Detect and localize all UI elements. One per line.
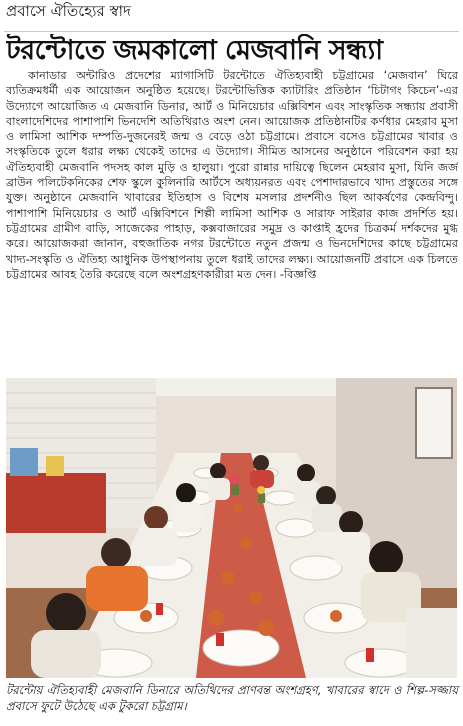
event-photo [6,378,457,678]
article-body-paragraph: কানাডার অন্টারিও প্রদেশের ম্যাগাসিটি টরন্টোতে ঐতিহ্যবাহী চট্টগ্রামের ‘মেজবান’ ঘিরে ব্যতিক্রমধর্মী এক আয়োজন অনুষ্ঠিত হয়েছে। টরন্টোভিত্তিক ক্যাটারিং প্রতিষ্ঠান ‘চিটাগং কিচেন’-এর উদ্যোগে আয়োজিত এ মেজবানি ডিনার, আর্ট ও মিনিয়েচার এক্সিবিশন এবং সাংস্কৃতিক সন্ধ্যায় প্রবাসী বাংলাদেশিদের পাশাপাশি ভিনদেশি অতিথিরাও অংশ নেন। আয়োজক প্রতিষ্ঠানটির কর্ণধার মেহরাব মুসা ও লামিসা আশিক দম্পতি-দুজনেরই জন্ম ও বেড়ে ওঠা চট্টগ্রামে। প্রবাসে বসেও চট্টগ্রামের খাবার ও সংস্কৃতিকে তুলে ধরার লক্ষ্য থেকেই তাদের এ উদ্যোগ। সীমিত আসনের অনুষ্ঠানে পরিবেশন করা হয় ঐতিহ্যবাহী মেজবানি পদসহ কাল মুড়ি ও হালুয়া। পুরো রান্নার দায়িত্বে ছিলেন মেহরাব মুসা, যিনি জর্জ ব্রাউন পলিটেকনিকের শেফ স্কুলে কুলিনারি আর্টসে অধ্যয়নরত এবং পেশাদারভাবে খাদ্য প্রস্তুতের সঙ্গে যুক্ত। অনুষ্ঠানে মেজবানি খাবারের ইতিহাস ও বিশেষ মসলার প্রদর্শনীও ছিল আকর্ষণের কেন্দ্রবিন্দু। পাশাপাশি মিনিয়েচার ও আর্ট এক্সিবিশনে শিল্পী লামিসা আশিক ও সারাফ সাইরার কাজ প্রদর্শিত হয়। চট্টগ্রামের গ্রামীণ বাড়ি, সাজেকের পাহাড়, কক্সবাজারের সমুদ্র ও কাপ্তাই হ্রদের চিত্রকর্ম দর্শকদের মুগ্ধ করে। আয়োজকরা জানান, বহুজাতিক নগর টরন্টোতে নতুন প্রজন্ম ও ভিনদেশিদের কাছে চট্টগ্রামের খাদ্য-সংস্কৃতি ও ঐতিহ্য আধুনিক উপস্থাপনায় তুলে ধরাই তাদের লক্ষ্য। আয়োজনটি প্রবাসে এক চিলতে চট্টগ্রামের আবহ তৈরি করেছে বলে অংশগ্রহণকারীরা মত দেন। -বিজ্ঞপ্তি [6,69,458,281]
kicker-divider [4,31,459,32]
article-headline: টরন্টোতে জমকালো মেজবানি সন্ধ্যা [6,35,383,66]
article-kicker: প্রবাসে ঐতিহ্যের স্বাদ [6,2,131,20]
article-body [6,68,458,370]
photo-caption: টরন্টোয় ঐতিহ্যবাহী মেজবানি ডিনারে অতিথিদের প্রাণবন্ত অংশগ্রহণ, খাবারের স্বাদে ও শিল্প-সজ্জায় প্রবাসে ফুটে উঠেছে এক টুকরো চট্টগ্রাম। [6,683,458,713]
